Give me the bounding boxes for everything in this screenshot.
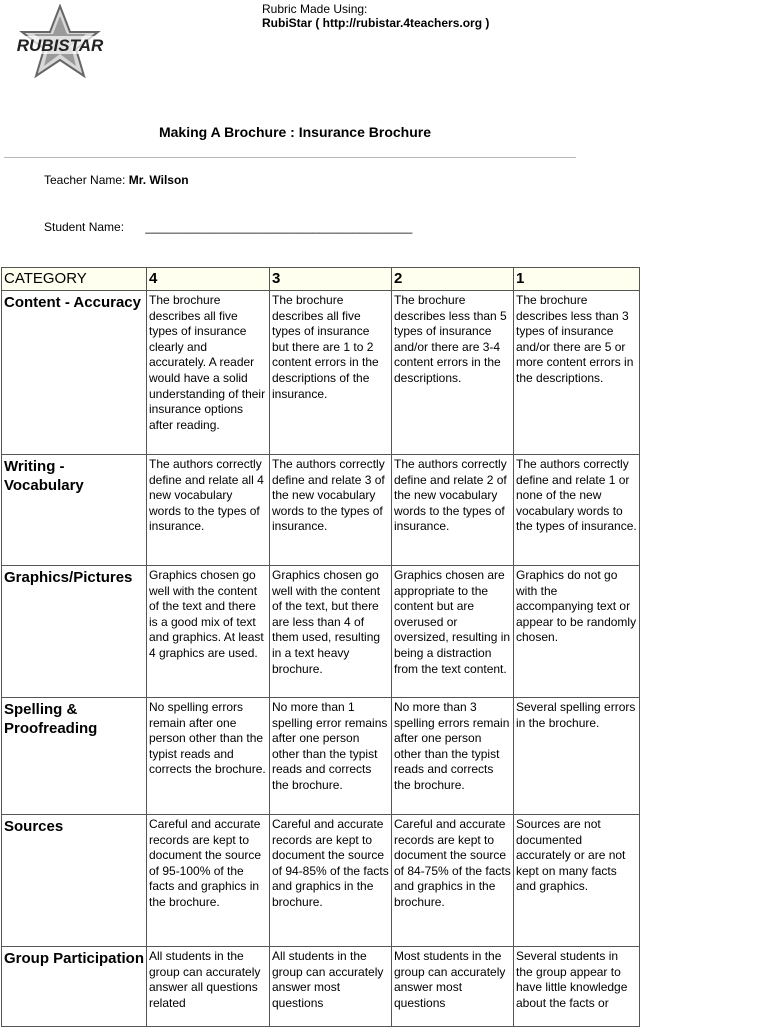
table-row [2,815,640,947]
svg-text:RUBISTAR: RUBISTAR [16,36,104,55]
rubric-cell: Most students in the group can accurately answer most questions [392,947,514,1027]
rubric-cell: Careful and accurate records are kept to document the source of 95-100% of the facts and graphics in the brochure. [147,815,270,947]
header-score-3: 3 [270,268,392,291]
table-row [2,566,640,698]
rubric-cell: The authors correctly define and relate 1 or none of the new vocabulary words to the types of insurance. [514,455,640,566]
made-using-header [262,2,489,30]
header-row [2,268,640,291]
page-title: Making A Brochure : Insurance Brochure [158,124,431,140]
teacher-name [44,173,189,187]
category-cell: Content - Accuracy [2,291,147,455]
rubric-cell: Graphics chosen are appropriate to the content but are overused or oversized, resulting in being a distraction from the text content. [392,566,514,698]
category-cell: Writing - Vocabulary [2,455,147,566]
rubric-cell: No spelling errors remain after one person other than the typist reads and corrects the brochure. [147,698,270,815]
rubric-cell: The brochure describes all five types of insurance clearly and accurately. A reader would have a solid understanding of their insurance options after reading. [147,291,270,455]
category-cell: Graphics/Pictures [2,566,147,698]
rubric-cell: All students in the group can accurately answer most questions [270,947,392,1027]
rubric-cell: The brochure describes all five types of insurance but there are 1 to 2 content errors in the descriptions of the insurance. [270,291,392,455]
header-score-2: 2 [392,268,514,291]
rubric-table [1,267,640,1027]
made-using-label: Rubric Made Using: [262,2,368,16]
rubric-cell: The authors correctly define and relate 2 of the new vocabulary words to the types of insurance. [392,455,514,566]
rubric-cell: Graphics chosen go well with the content of the text and there is a good mix of text and graphics. At least 4 graphics are used. [147,566,270,698]
rubric-cell: The authors correctly define and relate all 4 new vocabulary words to the types of insurance. [147,455,270,566]
rubric-cell: No more than 1 spelling error remains after one person other than the typist reads and corrects the brochure. [270,698,392,815]
rubric-cell: The brochure describes less than 5 types of insurance and/or there are 3-4 content errors in the descriptions. [392,291,514,455]
rubric-cell: The brochure describes less than 3 types of insurance and/or there are 5 or more content errors in the descriptions. [514,291,640,455]
rubric-cell: Careful and accurate records are kept to document the source of 94-85% of the facts and graphics in the brochure. [270,815,392,947]
header-score-4: 4 [147,268,270,291]
student-name [44,220,412,234]
category-cell: Spelling & Proofreading [2,698,147,815]
header-category: CATEGORY [2,268,147,291]
teacher-value: Mr. Wilson [128,173,189,187]
rubric-cell: All students in the group can accurately answer all questions related [147,947,270,1027]
teacher-label: Teacher Name: [44,173,126,187]
student-label: Student Name: [44,220,125,234]
rubric-cell: The authors correctly define and relate 3 of the new vocabulary words to the types of insurance. [270,455,392,566]
rubistar-logo [4,4,116,82]
table-row [2,455,640,566]
student-blank: ________________________________________ [145,220,413,234]
table-row [2,698,640,815]
rubric-cell: Graphics do not go with the accompanying text or appear to be randomly chosen. [514,566,640,698]
rubric-cell: Graphics chosen go well with the content of the text, but there are less than 4 of them used, resulting in a text heavy brochure. [270,566,392,698]
category-cell: Group Participation [2,947,147,1027]
rubric-cell: Several spelling errors in the brochure. [514,698,640,815]
rubric-cell: Sources are not documented accurately or are not kept on many facts and graphics. [514,815,640,947]
category-cell: Sources [2,815,147,947]
rubric-cell: Careful and accurate records are kept to document the source of 84-75% of the facts and graphics in the brochure. [392,815,514,947]
rubric-cell: Several students in the group appear to have little knowledge about the facts or [514,947,640,1027]
divider [4,157,576,158]
site-link[interactable]: RubiStar ( http://rubistar.4teachers.org ) [262,16,490,30]
table-row [2,947,640,1027]
rubric-cell: No more than 3 spelling errors remain after one person other than the typist reads and corrects the brochure. [392,698,514,815]
header-score-1: 1 [514,268,640,291]
table-row [2,291,640,455]
